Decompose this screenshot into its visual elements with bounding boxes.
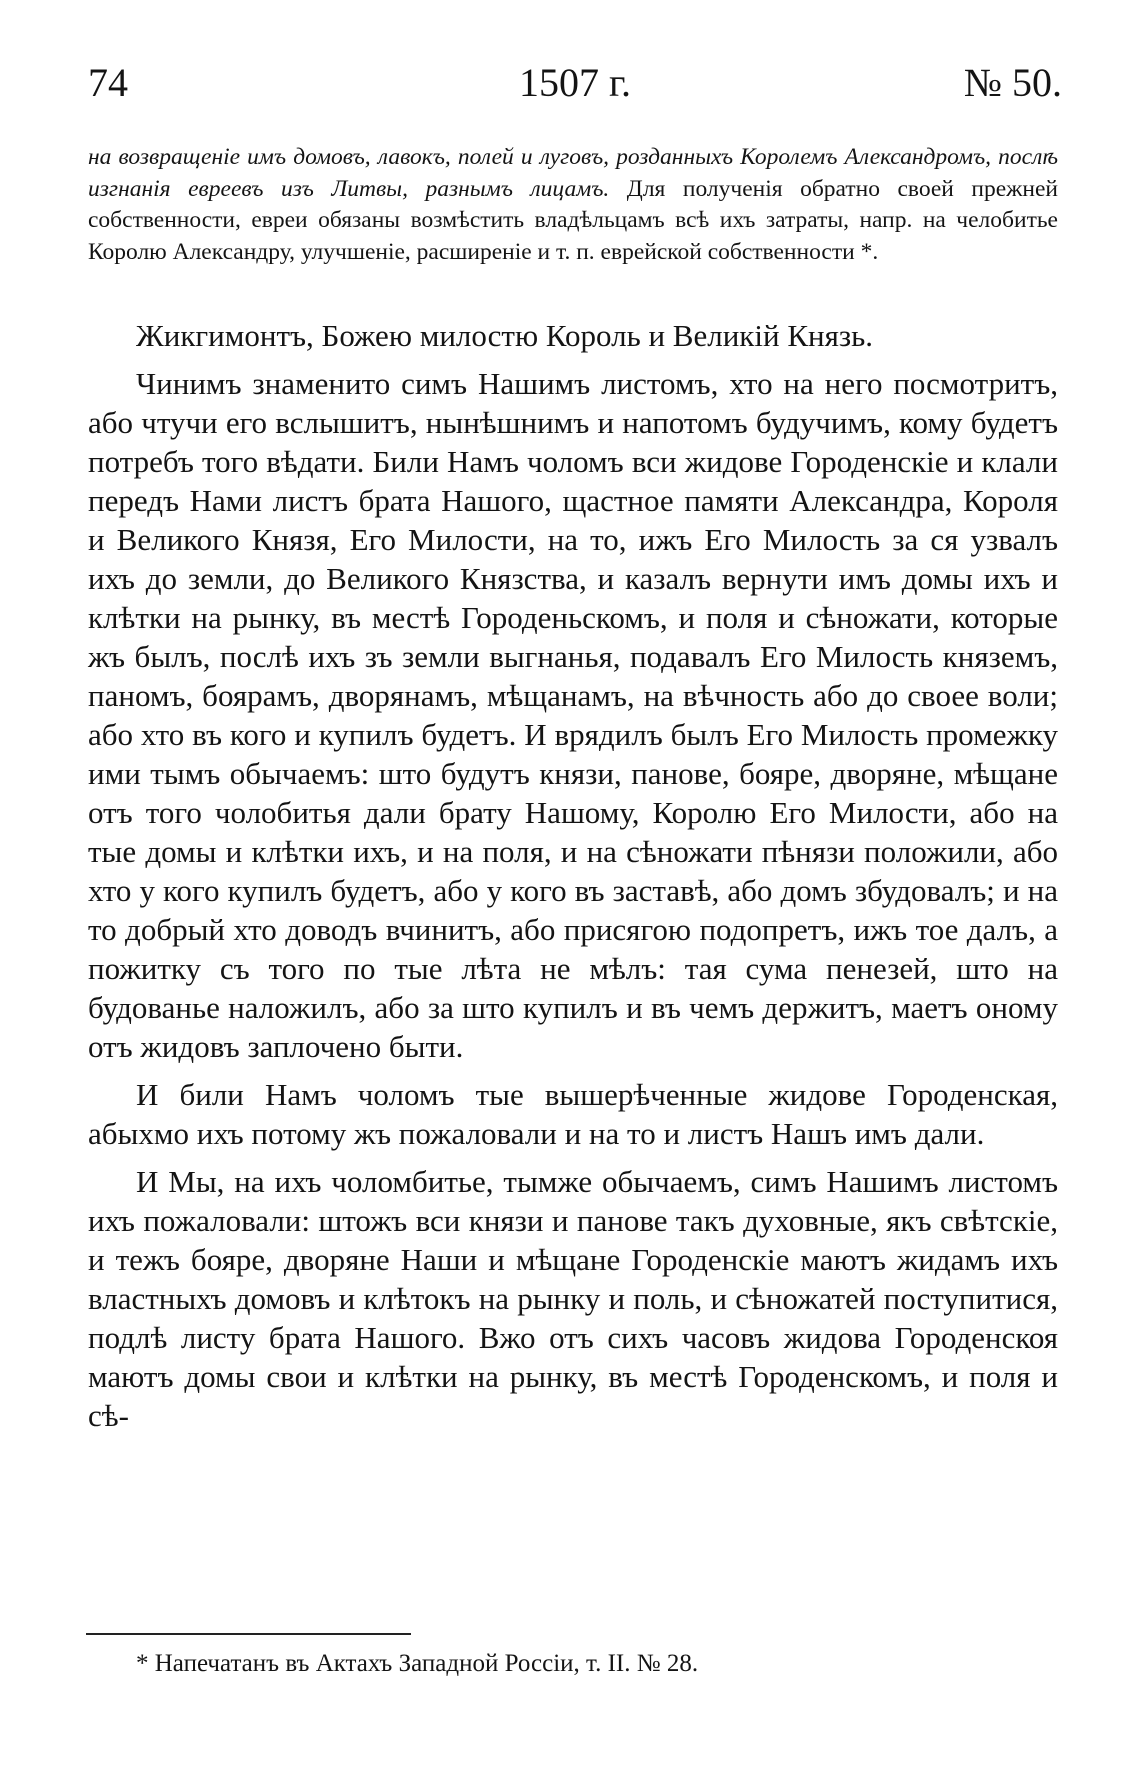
document-number: № 50. [963,60,1062,105]
header-year: 1507 г. [519,60,631,105]
document-summary [88,142,1058,268]
footnote: * Напечатанъ въ Актахъ Западной Россіи, т. II. № 28. [136,1650,699,1677]
body-paragraph: И били Намъ чоломъ тые вышерѣченные жидове Городенская, абыхмо ихъ потому жъ пожаловали и на то и листъ Нашъ имъ дали. [88,1077,1058,1151]
body-paragraph: Чинимъ знаменито симъ Нашимъ листомъ, хто на него посмотритъ, або чтучи его вслышитъ, нынѣшнимъ и напотомъ будучимъ, кому будетъ потребъ того вѣдати. Били Намъ чоломъ вси жидове Городенскіе и клали передъ Нами листъ брата Нашого, щастное памяти Александра, Короля и Великого Князя, Его Милости, на то, ижъ Его Милость за ся узвалъ ихъ до земли, до Великого Князства, и казалъ вернути имъ домы ихъ и клѣтки на рынку, въ местѣ Городеньскомъ, и поля и сѣножати, которые жъ былъ, послѣ ихъ зъ земли выгнанья, подавалъ Его Милость княземъ, паномъ, боярамъ, дворянамъ, мѣщанамъ, на вѣчность або до своее воли; або хто въ кого и купилъ будетъ. И врядилъ былъ Его Милость промежку ими тымъ обычаемъ: што будутъ князи, панове, бояре, дворяне, мѣщане отъ того чолобитья дали брату Нашому, Королю Его Милости, або на тые домы и клѣтки ихъ, и на поля, и на сѣножати пѣнязи положили, або хто у кого купилъ будетъ, або у кого въ заставѣ, або домъ збудовалъ; и на то добрый хто доводъ вчинитъ, або присягою подопретъ, ижъ тое далъ, а пожитку съ того по тые лѣта не мѣлъ: тая сума пенезей, што на будованье наложилъ, або за што купилъ и въ чемъ держитъ, маетъ оному отъ жидовъ заплочено быти. [88,366,1058,1064]
body-paragraph: И Мы, на ихъ чоломбитье, тымже обычаемъ, симъ Нашимъ листомъ ихъ пожаловали: штожъ вси князи и панове такъ духовные, якъ свѣтскіе, и тежъ бояре, дворяне Наши и мѣщане Городенскіе маютъ жидамъ ихъ властныхъ домовъ и клѣтокъ на рынку и поль, и сѣножатей поступитися, подлѣ листу брата Нашого. Вжо отъ сихъ часовъ жидова Городенскоя маютъ домы свои и клѣтки на рынку, въ местѣ Городенскомъ, и поля и сѣ- [88,1164,1058,1433]
summary-text: Для полученія обратно своей прежней собственности, евреи обязаны возмѣстить владѣльцамъ всѣ ихъ затраты, напр. на челобитье Королю Александру, улучшеніе, расширеніе и т. п. еврейской собственности *. [88,175,1058,265]
footnote-divider [86,1633,411,1635]
summary-italic-text: на возвращеніе имъ домовъ, лавокъ, полей и луговъ, розданныхъ Королемъ Александромъ, послѣ изгнанія евреевъ изъ Литвы, разнымъ лицамъ. [88,144,1058,202]
running-header [88,58,1062,108]
document-body [88,316,1058,1444]
page-number: 74 [88,60,128,105]
body-paragraph: Жикгимонтъ, Божею милостю Король и Великій Князь. [136,318,873,353]
